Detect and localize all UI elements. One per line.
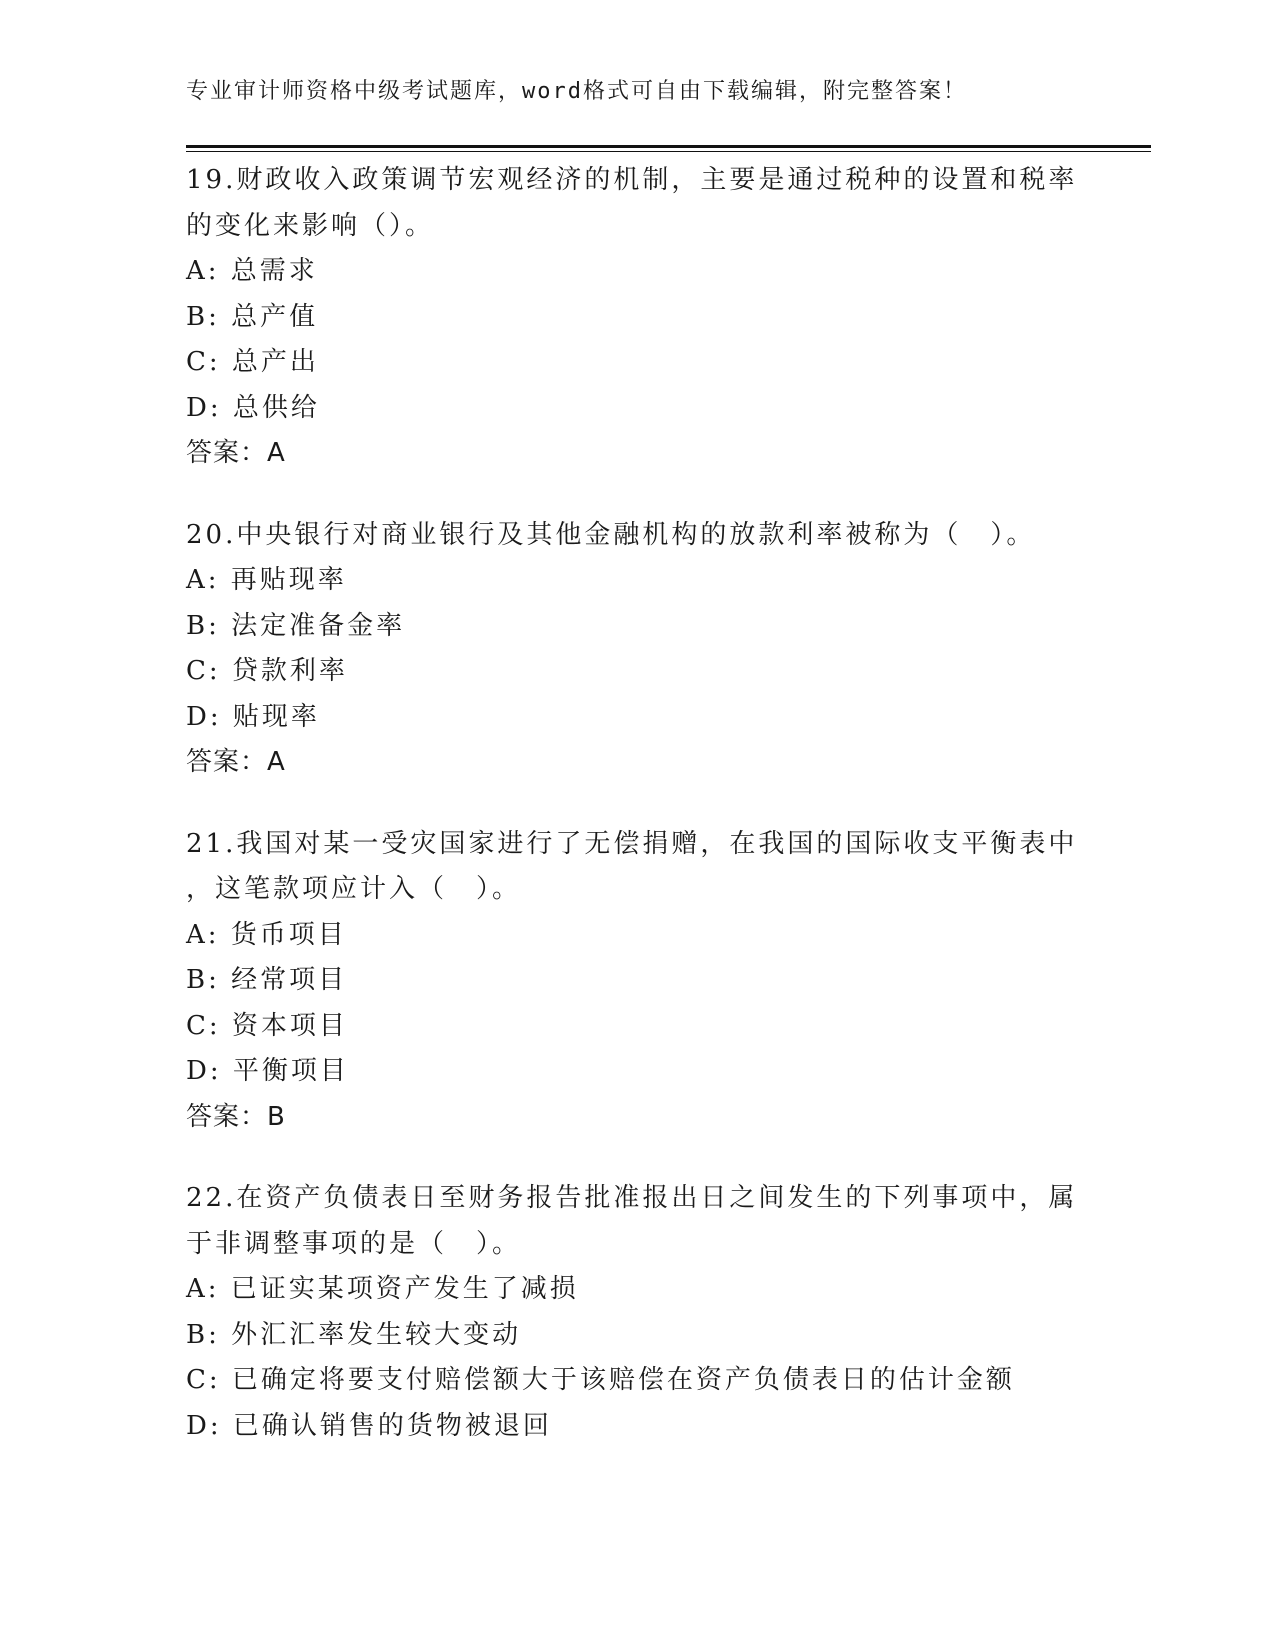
question-list — [186, 158, 1086, 1485]
question-stem-line: ，这笔款项应计入（ ）。 — [186, 874, 522, 904]
option-c: C: 总产出 — [186, 347, 319, 377]
question-19 — [186, 158, 1086, 477]
option-d: D: 总供给 — [186, 392, 320, 423]
option-c: C: 资本项目 — [186, 1010, 348, 1041]
question-22 — [186, 1176, 1086, 1449]
question-stem-line: 22.在资产负债表日至财务报告批准报出日之间发生的下列事项中，属 — [186, 1183, 1078, 1213]
answer: 答案：A — [186, 747, 286, 777]
question-stem-line: 的变化来影响（）。 — [186, 210, 435, 241]
header-rule-thick — [186, 145, 1151, 148]
question-stem-line: 于非调整事项的是（ ）。 — [186, 1228, 522, 1259]
option-d: D: 已确认销售的货物被退回 — [186, 1410, 552, 1441]
option-c: C: 已确定将要支付赔偿额大于该赔偿在资产负债表日的估计金额 — [186, 1365, 1015, 1395]
option-a: A: 总需求 — [186, 256, 318, 286]
option-a: A: 已证实某项资产发生了减损 — [186, 1274, 579, 1304]
option-d: D: 平衡项目 — [186, 1056, 349, 1086]
option-b: B: 经常项目 — [186, 965, 348, 995]
answer: 答案：A — [186, 438, 286, 468]
option-a: A: 再贴现率 — [186, 565, 347, 595]
option-b: B: 法定准备金率 — [186, 610, 406, 641]
question-20 — [186, 513, 1086, 786]
header-rule-thin — [186, 151, 1151, 152]
question-21 — [186, 822, 1086, 1141]
option-a: A: 货币项目 — [186, 919, 347, 950]
question-stem-line: 21.我国对某一受灾国家进行了无偿捐赠，在我国的国际收支平衡表中 — [186, 828, 1078, 859]
option-b: B: 外汇汇率发生较大变动 — [186, 1319, 522, 1350]
page-header: 专业审计师资格中级考试题库，word格式可自由下载编辑，附完整答案！ — [186, 79, 967, 104]
option-b: B: 总产值 — [186, 301, 319, 332]
question-stem-line: 20.中央银行对商业银行及其他金融机构的放款利率被称为（ ）。 — [186, 519, 1036, 550]
question-stem-line: 19.财政收入政策调节宏观经济的机制，主要是通过税种的设置和税率 — [186, 165, 1078, 195]
answer: 答案：B — [186, 1101, 286, 1132]
option-d: D: 贴现率 — [186, 701, 320, 732]
option-c: C: 贷款利率 — [186, 656, 348, 686]
